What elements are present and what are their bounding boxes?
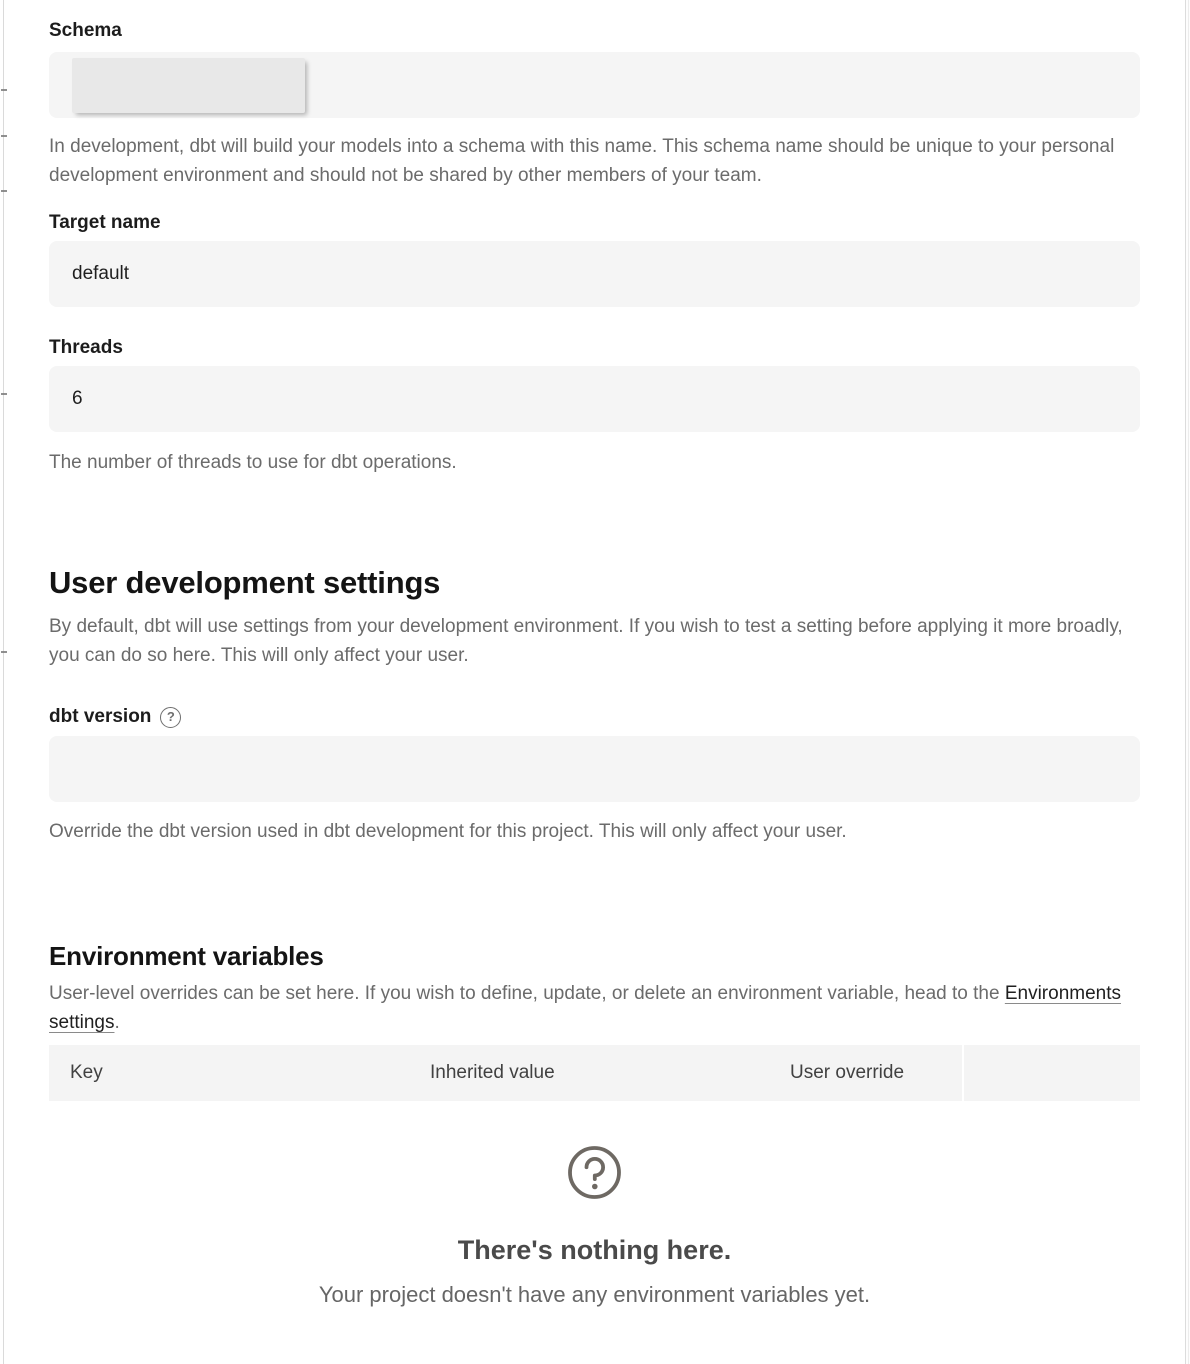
column-header-actions [962, 1045, 1140, 1101]
empty-state-subtitle: Your project doesn't have any environment variables yet. [318, 1282, 871, 1307]
environment-variables-table-header [49, 1045, 1140, 1101]
scrollbar-track-line [1188, 0, 1189, 1364]
environment-variables-empty-state [49, 1144, 1140, 1308]
environments-settings-link[interactable]: Environments settings [49, 983, 1122, 1033]
column-header-inherited-value: Inherited value [430, 1062, 555, 1083]
user-development-settings-description: By default, dbt will use settings from your development environment. If you wish to test a setting before applying it more broadly, you can do so here. This will only affect your user. [49, 616, 1123, 666]
dbt-version-help-text: Override the dbt version used in dbt development for this project. This will only affect your user. [49, 821, 847, 842]
threads-help-text: The number of threads to use for dbt operations. [49, 452, 457, 473]
left-edge-divider [3, 0, 4, 1364]
left-edge-tick [1, 190, 7, 192]
environment-variables-description [49, 979, 1140, 1037]
left-edge-tick [1, 89, 7, 91]
user-development-settings-title: User development settings [49, 565, 441, 600]
env-description-prefix: User-level overrides can be set here. If you wish to define, update, or delete an environment variable, head to the [49, 983, 1005, 1004]
dbt-version-input[interactable] [49, 736, 1140, 802]
scrollbar-gutter[interactable] [1185, 0, 1190, 1364]
threads-input[interactable] [49, 366, 1140, 432]
question-mark-icon [566, 1144, 623, 1206]
schema-input[interactable] [49, 52, 1140, 118]
env-description-suffix: . [114, 1012, 120, 1033]
column-header-key: Key [70, 1062, 103, 1083]
left-edge-tick [1, 135, 7, 137]
dbt-version-label: dbt version [49, 706, 152, 727]
target-name-input[interactable] [49, 241, 1140, 307]
left-panel-edge [0, 0, 10, 1364]
empty-state-title: There's nothing here. [457, 1235, 732, 1265]
environment-variables-title: Environment variables [49, 941, 324, 971]
schema-help-text: In development, dbt will build your models into a schema with this name. This schema name should be unique to your personal development environment and should not be shared by other members of your team. [49, 136, 1115, 186]
help-icon[interactable]: ? [160, 707, 181, 728]
left-edge-tick [1, 651, 7, 653]
target-name-label: Target name [49, 212, 161, 233]
threads-label: Threads [49, 337, 123, 358]
left-edge-tick [1, 393, 7, 395]
development-credentials-panel [49, 0, 1140, 1308]
column-header-user-override: User override [790, 1062, 905, 1083]
masked-schema-value [72, 58, 305, 113]
schema-label: Schema [49, 20, 122, 41]
